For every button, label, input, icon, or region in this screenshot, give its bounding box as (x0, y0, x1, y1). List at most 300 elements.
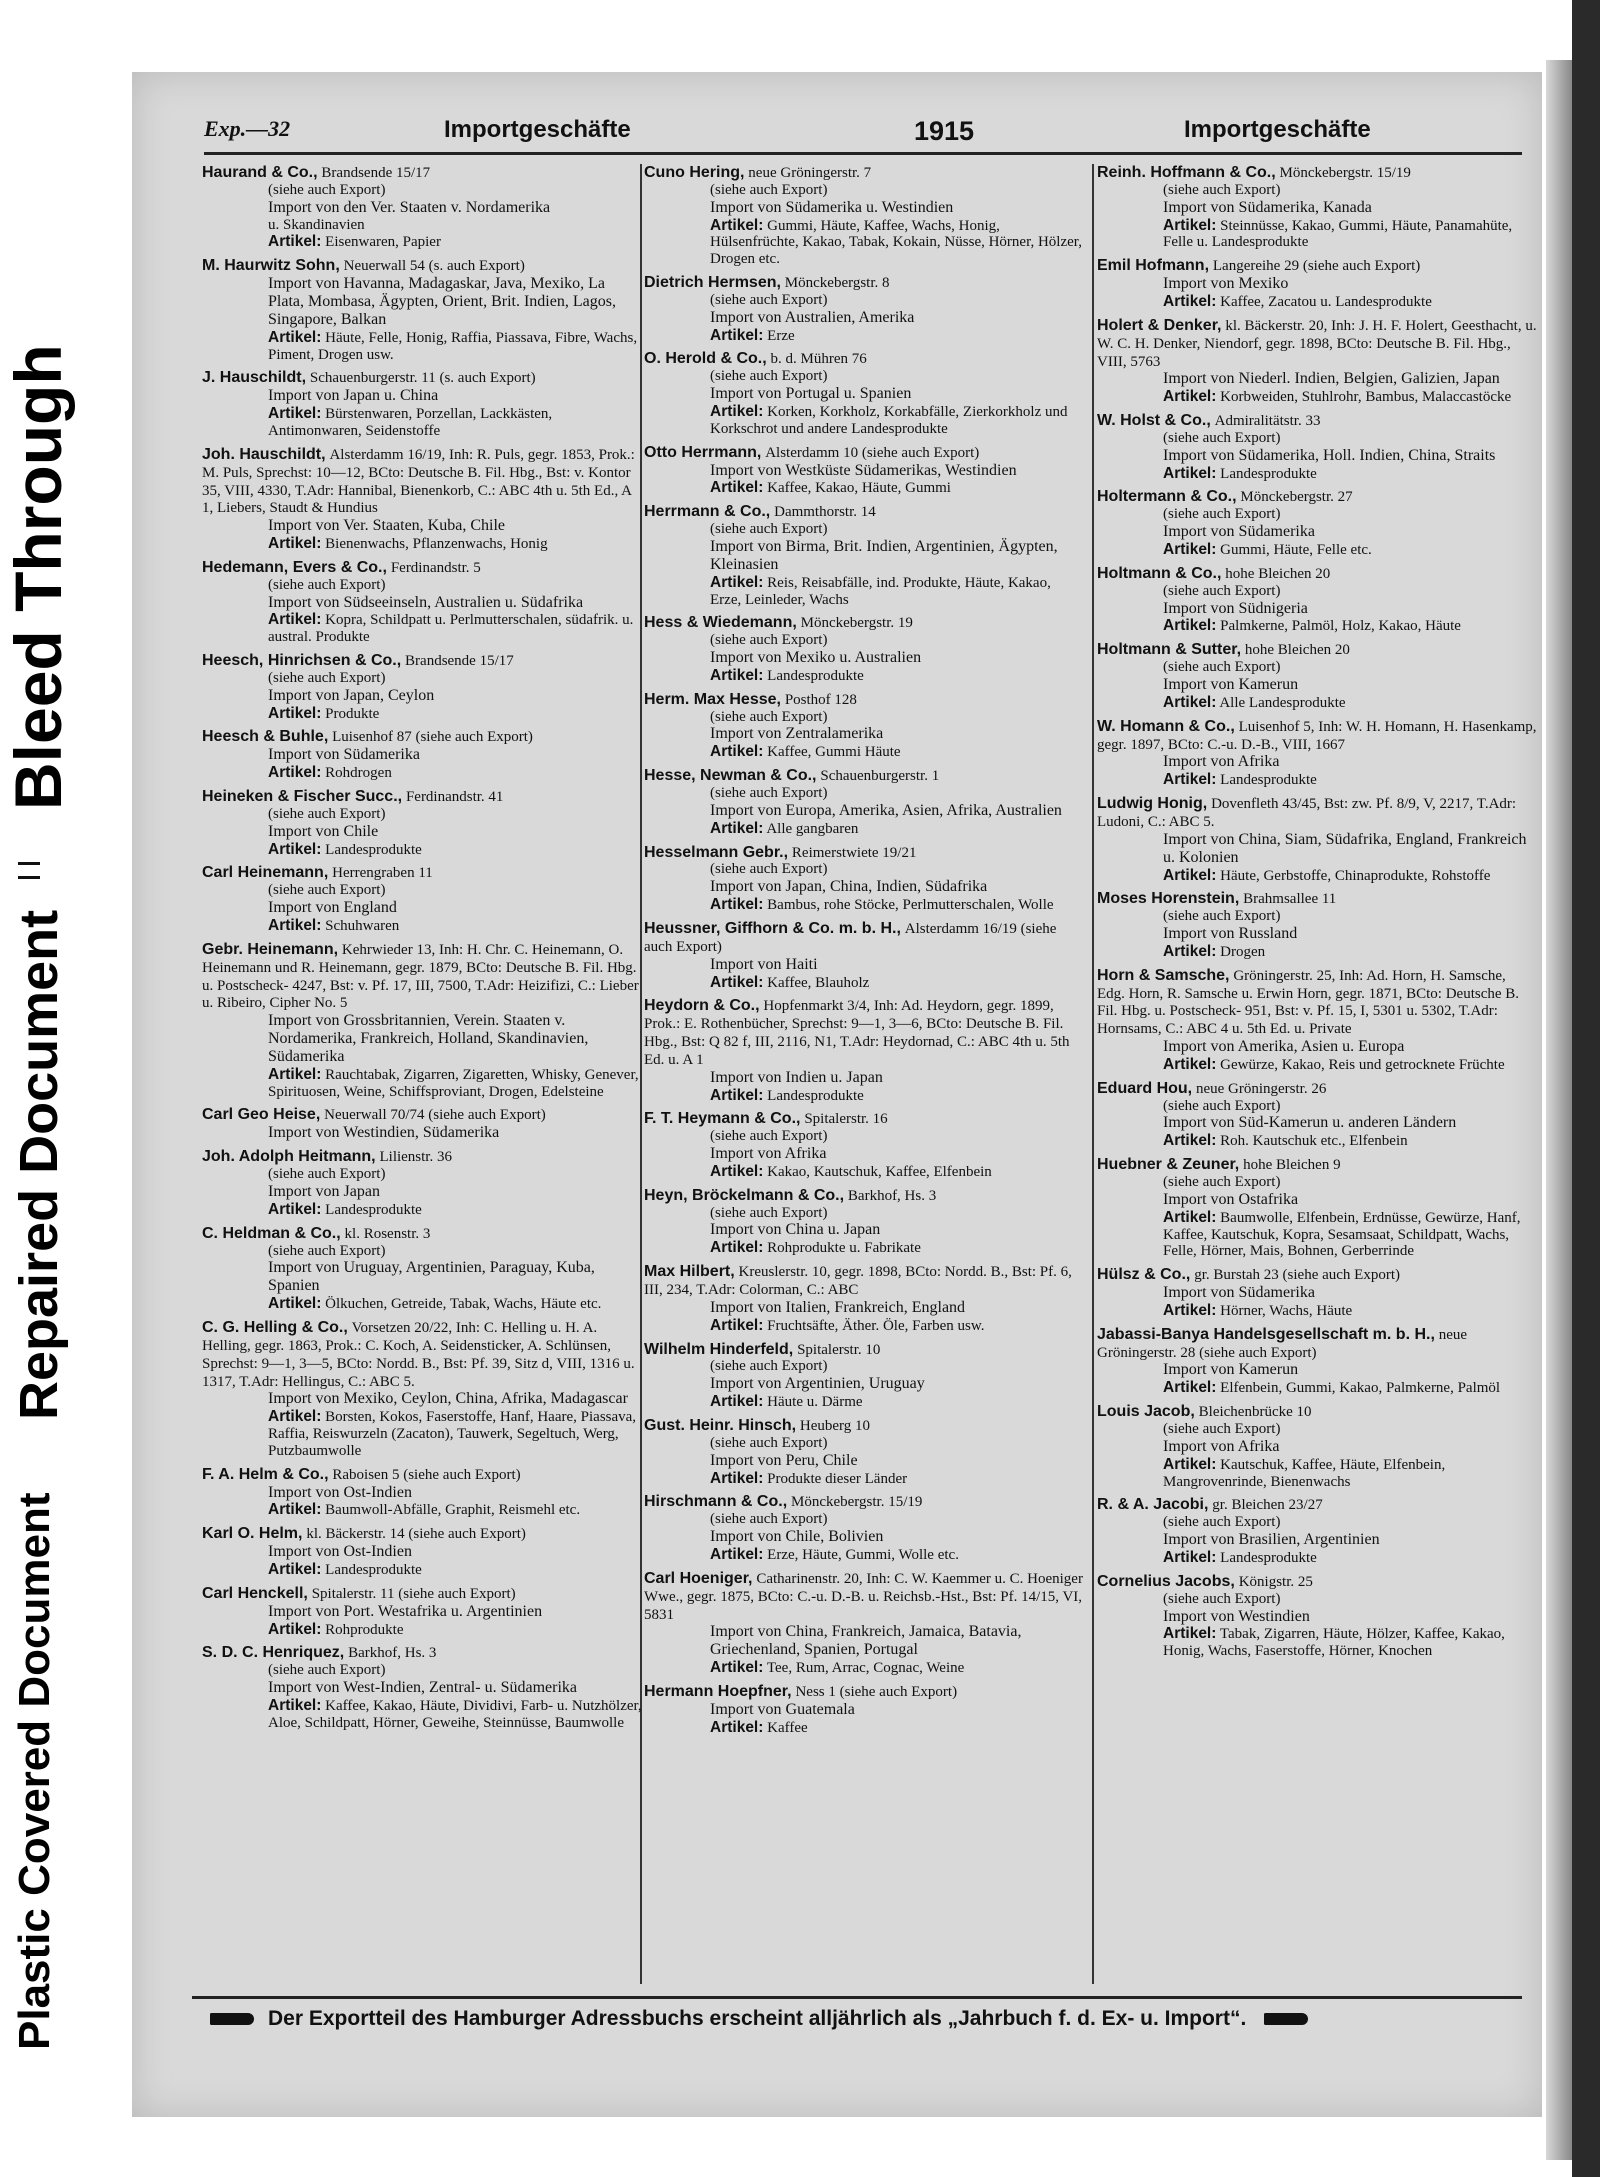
company-address: neue Gröningerstr. 28 (siehe auch Export) (1097, 1326, 1468, 1361)
detail-line (1097, 1608, 1537, 1626)
articles-label: Artikel: (710, 1546, 764, 1563)
detail-line (202, 387, 642, 405)
line-text: (siehe auch Export) (710, 632, 828, 649)
articles-line (644, 896, 1084, 914)
directory-entry (1097, 1156, 1537, 1260)
company-address: Neuerwall 70/74 (siehe auch Export) (324, 1107, 546, 1124)
line-text: Schuhwaren (325, 918, 400, 935)
articles-label: Artikel: (1163, 866, 1217, 884)
company-name: Hesse, Newman & Co., (644, 767, 817, 785)
articles-label: Artikel: (1163, 1301, 1217, 1319)
company-name: Otto Herrmann, (644, 443, 762, 461)
line-text: (siehe auch Export) (710, 708, 828, 725)
articles-line (1097, 217, 1537, 252)
directory-entry (644, 920, 1084, 991)
pointing-hand-icon (210, 2013, 254, 2025)
company-address: gr. Bleichen 23/27 (1212, 1497, 1323, 1514)
articles-line (202, 1501, 642, 1519)
line-text: (siehe auch Export) (1163, 582, 1281, 599)
line-text: Bienenwachs, Pflanzenwachs, Honig (325, 536, 548, 553)
directory-entry (1097, 488, 1537, 558)
company-name: Heydorn & Co., (644, 997, 760, 1015)
line-text: (siehe auch Export) (710, 1434, 828, 1451)
company-name: J. Hauschildt, (202, 369, 307, 387)
detail-line (1097, 753, 1537, 771)
company-address: Ferdinandstr. 5 (390, 559, 481, 576)
directory-entry (644, 350, 1084, 437)
directory-entry (644, 1187, 1084, 1257)
company-name: C. G. Helling & Co., (202, 1319, 348, 1336)
company-address: Dovenfleth 43/45, Bst: zw. Pf. 8/9, V, 2217, T.Adr: Ludoni, C.: ABC 5. (1097, 796, 1517, 830)
detail-line (202, 1183, 642, 1201)
company-name: S. D. C. Henriquez, (202, 1644, 345, 1662)
company-address: Dammthorstr. 14 (774, 504, 876, 521)
line-text: Kaffee (767, 1719, 808, 1736)
company-name: R. & A. Jacobi, (1097, 1496, 1209, 1514)
detail-line (644, 385, 1084, 403)
articles-line (202, 1408, 642, 1459)
line-text: Eisenwaren, Papier (325, 234, 441, 251)
line-text: Elfenbein, Gummi, Kakao, Palmkerne, Palmöl (1220, 1380, 1501, 1397)
line-text: (siehe auch Export) (1163, 1590, 1281, 1607)
line-text: Landesprodukte (767, 1087, 864, 1104)
company-address: Bleichenbrücke 10 (1198, 1404, 1312, 1421)
company-name: O. Herold & Co., (644, 350, 767, 368)
detail-line (644, 1205, 1084, 1222)
company-name: Herm. Max Hesse, (644, 690, 781, 708)
company-address: kl. Bäckerstr. 14 (siehe auch Export) (306, 1526, 526, 1543)
company-name: Heesch & Buhle, (202, 728, 329, 746)
line-text: Roh. Kautschuk etc., Elfenbein (1220, 1133, 1408, 1150)
company-address: Vorsetzen 20/22, Inh: C. Helling u. H. A. Helling, gegr. 1863, Prok.: C. Koch, A. Seidensticker, A. Schlünsen, Sprechst: 9—1, 3—5, BCto: Nordd. B., Bst: Pf. 39, Sitz d, VIII, 1316 u. 1317, T.Adr: Hellingus, C.: ABC 5. (202, 1320, 635, 1390)
company-name: Carl Geo Heise, (202, 1106, 321, 1124)
detail-line (202, 182, 642, 199)
articles-label: Artikel: (268, 1408, 322, 1426)
directory-entry (1097, 795, 1537, 884)
articles-label: Artikel: (268, 1065, 322, 1083)
detail-line (644, 878, 1084, 896)
company-address: neue Gröningerstr. 26 (1195, 1080, 1327, 1097)
line-text: u. Skandinavien (268, 216, 365, 233)
line-text: Import von Europa, Amerika, Asien, Afrika, Australien (710, 801, 1062, 819)
line-text: (siehe auch Export) (1163, 506, 1281, 523)
detail-line (1097, 659, 1537, 676)
line-text: Gummi, Häute, Felle etc. (1220, 542, 1372, 559)
detail-line (202, 1679, 642, 1697)
line-text: Import von Südamerika (268, 746, 420, 764)
articles-line (1097, 541, 1537, 559)
directory-entry (1097, 718, 1537, 789)
articles-label: Artikel: (268, 840, 322, 858)
line-text: Import von Südamerika (1163, 1284, 1315, 1302)
company-name: Emil Hofmann, (1097, 257, 1210, 275)
articles-line (1097, 1379, 1537, 1397)
articles-label: Artikel: (710, 1086, 764, 1104)
line-text: (siehe auch Export) (1163, 429, 1281, 446)
line-text: (siehe auch Export) (268, 805, 386, 822)
articles-line (1097, 388, 1537, 406)
column-1 (202, 164, 642, 2074)
detail-line (644, 538, 1084, 574)
line-text: Import von Argentinien, Uruguay (710, 1375, 925, 1393)
detail-line (202, 670, 642, 687)
directory-entry (1097, 1403, 1537, 1490)
company-name: F. A. Helm & Co., (202, 1465, 329, 1483)
line-text: (siehe auch Export) (268, 669, 386, 686)
articles-line (644, 743, 1084, 761)
line-text: Import von Russland (1163, 925, 1298, 943)
line-text: Kaffee, Gummi Häute (767, 744, 901, 761)
line-text: Import von Chile (268, 822, 379, 840)
articles-line (644, 1719, 1084, 1737)
detail-line (202, 882, 642, 899)
line-text: Alle gangbaren (766, 820, 859, 837)
directory-entry (202, 1319, 642, 1460)
articles-line (1097, 771, 1537, 789)
articles-label: Artikel: (710, 1469, 764, 1487)
company-name: Carl Heinemann, (202, 864, 329, 882)
line-text: Steinnüsse, Kakao, Gummi, Häute, Panamahüte, Felle u. Landesprodukte (1163, 217, 1513, 251)
company-name: Joh. Adolph Heitmann, (202, 1148, 376, 1166)
company-name: W. Homann & Co., (1097, 717, 1235, 735)
company-name: Cornelius Jacobs, (1097, 1572, 1235, 1590)
directory-entry (202, 728, 642, 782)
detail-line (202, 517, 642, 535)
articles-label: Artikel: (268, 1620, 322, 1638)
detail-line (644, 1701, 1084, 1719)
articles-line (202, 917, 642, 935)
company-address: Kreuslerstr. 10, gegr. 1898, BCto: Nordd. B., Bst: Pf. 6, III, 234, T.Adr: Colorman, C.: ABC (644, 1264, 1072, 1299)
articles-line (202, 535, 642, 553)
detail-line (202, 687, 642, 705)
articles-line (644, 403, 1084, 438)
line-text: Reis, Reisabfälle, ind. Produkte, Häute, Kakao, Erze, Leinleder, Wachs (710, 574, 1051, 608)
company-address: Reimerstwiete 19/21 (791, 844, 917, 861)
directory-entry (1097, 967, 1537, 1074)
line-text: Import von Mexiko u. Australien (710, 649, 922, 667)
company-address: kl. Rosenstr. 3 (344, 1225, 431, 1242)
line-text: Import von Westindien (1163, 1607, 1310, 1625)
line-text: Landesprodukte (1220, 772, 1317, 789)
company-name: Heineken & Fischer Succ., (202, 788, 403, 806)
detail-line (202, 594, 642, 612)
detail-line (644, 1145, 1084, 1163)
company-name: Eduard Hou, (1097, 1079, 1193, 1097)
directory-entry (1097, 890, 1537, 960)
detail-line (644, 1299, 1084, 1317)
company-name: Reinh. Hoffmann & Co., (1097, 164, 1276, 181)
articles-line (1097, 1302, 1537, 1320)
line-text: Kaffee, Blauholz (767, 974, 870, 991)
detail-line (644, 709, 1084, 726)
articles-label: Artikel: (1163, 293, 1217, 311)
directory-entry (644, 274, 1084, 344)
articles-line (644, 1393, 1084, 1411)
line-text: Landesprodukte (325, 1201, 422, 1218)
company-address: Ness 1 (siehe auch Export) (795, 1683, 958, 1700)
company-address: Lilienstr. 36 (379, 1149, 452, 1166)
directory-entry (202, 1466, 642, 1520)
line-text: Import von Ost-Indien (268, 1483, 412, 1501)
detail-line (1097, 1098, 1537, 1115)
line-text: Borsten, Kokos, Faserstoffe, Hanf, Haare, Piassava, Raffia, Reiswurzeln (Zacaton), Tauwerk, Segeltuch, Werg, Putzbaumwolle (268, 1409, 637, 1459)
detail-line (1097, 676, 1537, 694)
company-address: Hopfenmarkt 3/4, Inh: Ad. Heydorn, gegr. 1899, Prok.: E. Rothenbücher, Sprechst: 9—1, 3—6, BCto: Deutsche B. Fil. Hbg., Bst: Q 82 f, III, 2116, N1, T.Adr: Heydornad, C.: ABC 4th u. 5th Ed. u. A 1 (644, 998, 1070, 1068)
line-text: Import von Zentralamerika (710, 725, 884, 743)
line-text: Import von Süd-Kamerun u. anderen Ländern (1163, 1114, 1457, 1132)
company-address: Spitalerstr. 11 (siehe auch Export) (311, 1585, 516, 1602)
divider-dash (18, 862, 40, 865)
company-address: Luisenhof 87 (siehe auch Export) (332, 729, 533, 746)
company-address: Barkhof, Hs. 3 (348, 1645, 437, 1662)
articles-line (1097, 465, 1537, 483)
line-text: Import von Indien u. Japan (710, 1068, 883, 1086)
company-name: Hesselmann Gebr., (644, 843, 789, 861)
line-text: (siehe auch Export) (710, 368, 828, 385)
articles-label: Artikel: (1163, 388, 1217, 406)
company-name: Huebner & Zeuner, (1097, 1156, 1240, 1174)
directory-entry (1097, 164, 1537, 251)
line-text: Landesprodukte (325, 841, 422, 858)
company-address: Mönckebergstr. 27 (1240, 489, 1353, 506)
articles-label: Artikel: (1163, 464, 1217, 482)
header-title-left: Importgeschäfte (444, 116, 631, 143)
articles-label: Artikel: (268, 917, 322, 935)
company-address: Posthof 128 (784, 691, 857, 708)
company-address: Alsterdamm 16/19 (siehe auch Export) (644, 920, 1057, 955)
company-address: Brahmsallee 11 (1243, 891, 1337, 908)
page-header (204, 112, 1522, 155)
company-address: Spitalerstr. 10 (797, 1341, 881, 1358)
articles-line (202, 841, 642, 859)
company-address: Herrengraben 11 (332, 865, 433, 882)
directory-entry (644, 1263, 1084, 1334)
directory-entry (1097, 317, 1537, 406)
directory-entry (1097, 1573, 1537, 1660)
articles-line (644, 479, 1084, 497)
directory-entry (202, 1525, 642, 1579)
articles-line (644, 667, 1084, 685)
detail-line (1097, 1514, 1537, 1531)
line-text: Import von Afrika (1163, 1437, 1280, 1455)
line-text: Import von West-Indien, Zentral- u. Südamerika (268, 1679, 577, 1697)
line-text: Import von Ver. Staaten, Kuba, Chile (268, 517, 505, 535)
articles-label: Artikel: (268, 611, 322, 629)
detail-line (644, 649, 1084, 667)
line-text: Häute, Gerbstoffe, Chinaprodukte, Rohstoffe (1220, 867, 1491, 884)
directory-entry (202, 652, 642, 722)
directory-entry (202, 1148, 642, 1218)
column-3 (1097, 164, 1537, 2074)
detail-line (1097, 1038, 1537, 1056)
articles-label: Artikel: (1163, 1208, 1217, 1226)
line-text: (siehe auch Export) (1163, 1514, 1281, 1531)
company-address: Alsterdamm 10 (siehe auch Export) (765, 444, 980, 461)
detail-line (1097, 1361, 1537, 1379)
articles-label: Artikel: (268, 1501, 322, 1519)
detail-line (644, 462, 1084, 480)
directory-entry (202, 257, 642, 363)
company-address: Mönckebergstr. 15/19 (1279, 165, 1411, 181)
articles-label: Artikel: (1163, 1549, 1217, 1566)
articles-label: Artikel: (710, 216, 764, 234)
detail-line (644, 1623, 1084, 1659)
line-text: (siehe auch Export) (1163, 1421, 1281, 1438)
detail-line (1097, 1284, 1537, 1302)
detail-line (644, 199, 1084, 217)
detail-line (1097, 523, 1537, 541)
directory-entry (1097, 641, 1537, 711)
detail-line (1097, 925, 1537, 943)
line-text: Import von Mexiko (1163, 275, 1289, 293)
detail-line (644, 309, 1084, 327)
company-name: Heyn, Bröckelmann & Co., (644, 1186, 845, 1204)
articles-line (1097, 1132, 1537, 1150)
line-text: Import von Ostafrika (1163, 1190, 1299, 1208)
articles-line (644, 1163, 1084, 1181)
company-address: Brandsende 15/17 (405, 653, 514, 670)
articles-line (644, 1659, 1084, 1677)
articles-line (202, 1697, 642, 1732)
line-text: (siehe auch Export) (268, 882, 386, 899)
line-text: (siehe auch Export) (268, 576, 386, 593)
detail-line (202, 823, 642, 841)
line-text: Fruchtsäfte, Äther. Öle, Farben usw. (767, 1317, 985, 1334)
line-text: (siehe auch Export) (1163, 659, 1281, 676)
articles-label: Artikel: (268, 1295, 322, 1313)
company-name: Holtmann & Sutter, (1097, 641, 1242, 659)
line-text: Import von Birma, Brit. Indien, Argentinien, Ägypten, Kleinasien (710, 537, 1058, 573)
directory-entry (1097, 1326, 1537, 1397)
line-text: Import von Italien, Frankreich, England (710, 1298, 966, 1316)
detail-line (644, 861, 1084, 878)
line-text: Bambus, rohe Stöcke, Perlmutterschalen, Wolle (767, 897, 1054, 914)
detail-line (202, 1603, 642, 1621)
line-text: Kaffee, Zacatou u. Landesprodukte (1220, 294, 1432, 311)
detail-line (644, 632, 1084, 649)
company-address: Heuberg 10 (799, 1417, 871, 1434)
line-text: Import von Afrika (710, 1145, 827, 1163)
footer-text: Der Exportteil des Hamburger Adressbuchs erscheint alljährlich als „Jahrbuch f. d. Ex- u. Import“. (268, 2007, 1247, 2030)
directory-entry (1097, 565, 1537, 635)
articles-label: Artikel: (268, 764, 322, 782)
company-name: Hedemann, Evers & Co., (202, 558, 387, 576)
directory-entry (644, 1493, 1084, 1563)
articles-line (644, 1317, 1084, 1335)
line-text: Import von Südamerika, Holl. Indien, China, Straits (1163, 446, 1496, 464)
articles-line (202, 233, 642, 251)
line-text: Palmkerne, Palmöl, Holz, Kakao, Häute (1220, 618, 1461, 635)
articles-label: Artikel: (268, 1200, 322, 1218)
directory-entry (644, 997, 1084, 1104)
articles-label: Artikel: (710, 1162, 764, 1180)
line-text: Landesprodukte (1220, 465, 1317, 482)
directory-entry (202, 1585, 642, 1639)
directory-entry (644, 444, 1084, 498)
line-text: Import von Port. Westafrika u. Argentinien (268, 1602, 543, 1620)
directory-entry (202, 369, 642, 439)
line-text: (siehe auch Export) (710, 1204, 828, 1221)
articles-line (1097, 1209, 1537, 1260)
articles-label: Artikel: (710, 1393, 764, 1411)
company-address: hohe Bleichen 20 (1244, 642, 1350, 659)
line-text: (siehe auch Export) (268, 1242, 386, 1259)
directory-entry (202, 1106, 642, 1142)
articles-line (202, 1561, 642, 1579)
company-address: Königstr. 25 (1238, 1573, 1313, 1590)
line-text: Import von Peru, Chile (710, 1451, 858, 1469)
page-number: Exp.—32 (204, 116, 291, 141)
detail-line (644, 1452, 1084, 1470)
line-text: (siehe auch Export) (710, 291, 828, 308)
company-name: Karl O. Helm, (202, 1525, 303, 1543)
articles-line (644, 1239, 1084, 1257)
company-address: Catharinenstr. 20, Inh: C. W. Kaemmer u. C. Hoeniger Wwe., gegr. 1875, BCto: C.-u. D.-B. u. Reichsb.-Hst., Bst: Pf. 14/15, VI, 5831 (644, 1570, 1083, 1623)
company-name: Gust. Heinr. Hinsch, (644, 1416, 797, 1434)
articles-line (1097, 617, 1537, 635)
directory-entry (644, 1570, 1084, 1677)
line-text: Kakao, Kautschuk, Kaffee, Elfenbein (767, 1163, 992, 1180)
line-text: (siehe auch Export) (1163, 181, 1281, 198)
detail-line (202, 1390, 642, 1408)
detail-line (202, 806, 642, 823)
detail-line (1097, 1114, 1537, 1132)
directory-entry (202, 1644, 642, 1731)
articles-label: Artikel: (710, 479, 764, 497)
detail-line (1097, 370, 1537, 388)
detail-line (644, 1435, 1084, 1452)
company-name: Gebr. Heinemann, (202, 940, 339, 958)
line-text: Import von Niederl. Indien, Belgien, Galizien, Japan (1163, 370, 1500, 388)
articles-label: Artikel: (1163, 1455, 1217, 1473)
articles-line (202, 405, 642, 440)
detail-line (202, 1166, 642, 1183)
header-title-right: Importgeschäfte (1184, 116, 1371, 143)
directory-entry (644, 844, 1084, 914)
articles-label: Artikel: (268, 328, 322, 346)
line-text: Landesprodukte (325, 1562, 422, 1579)
line-text: Import von den Ver. Staaten v. Nordamerika (268, 198, 551, 216)
line-text: Rohdrogen (325, 765, 392, 782)
company-address: Kehrwieder 13, Inh: H. Chr. C. Heinemann, O. Heinemann und R. Heinemann, gegr. 1879, BCto: Deutsche B. Fil. Hbg. u. Postscheck- 4247, Bst: v. Pf. 17, III, 7500, T.Adr: Heizifizi, C.: Lieber u. Ribeiro, Cipher No. 5 (202, 941, 639, 1012)
articles-label: Artikel: (1163, 942, 1217, 960)
directory-entry (1097, 1266, 1537, 1320)
company-name: M. Haurwitz Sohn, (202, 257, 340, 275)
detail-line (1097, 275, 1537, 293)
company-address: Admiralitätstr. 33 (1214, 413, 1321, 430)
detail-line (202, 1259, 642, 1295)
company-name: Joh. Hauschildt, (202, 445, 326, 463)
detail-line (644, 292, 1084, 309)
articles-line (202, 329, 642, 364)
detail-line (202, 1484, 642, 1502)
company-address: neue Gröningerstr. 7 (748, 165, 872, 181)
line-text: Import von Brasilien, Argentinien (1163, 1531, 1380, 1549)
directory-entry (202, 559, 642, 646)
articles-label: Artikel: (710, 896, 764, 914)
line-text: Import von Südamerika, Kanada (1163, 198, 1372, 216)
line-text: (siehe auch Export) (710, 181, 828, 198)
company-address: Schauenburgerstr. 11 (s. auch Export) (309, 370, 536, 387)
line-text: Tabak, Zigarren, Häute, Hölzer, Kaffee, Kakao, Honig, Wachs, Faserstoffe, Hörner, Knochen (1163, 1626, 1505, 1660)
company-name: Hülsz & Co., (1097, 1266, 1191, 1284)
detail-line (1097, 1421, 1537, 1438)
articles-line (1097, 867, 1537, 885)
line-text: Landesprodukte (767, 667, 864, 684)
detail-line (202, 1243, 642, 1260)
company-name: Louis Jacob, (1097, 1403, 1195, 1421)
company-address: b. d. Mühren 76 (770, 351, 867, 368)
